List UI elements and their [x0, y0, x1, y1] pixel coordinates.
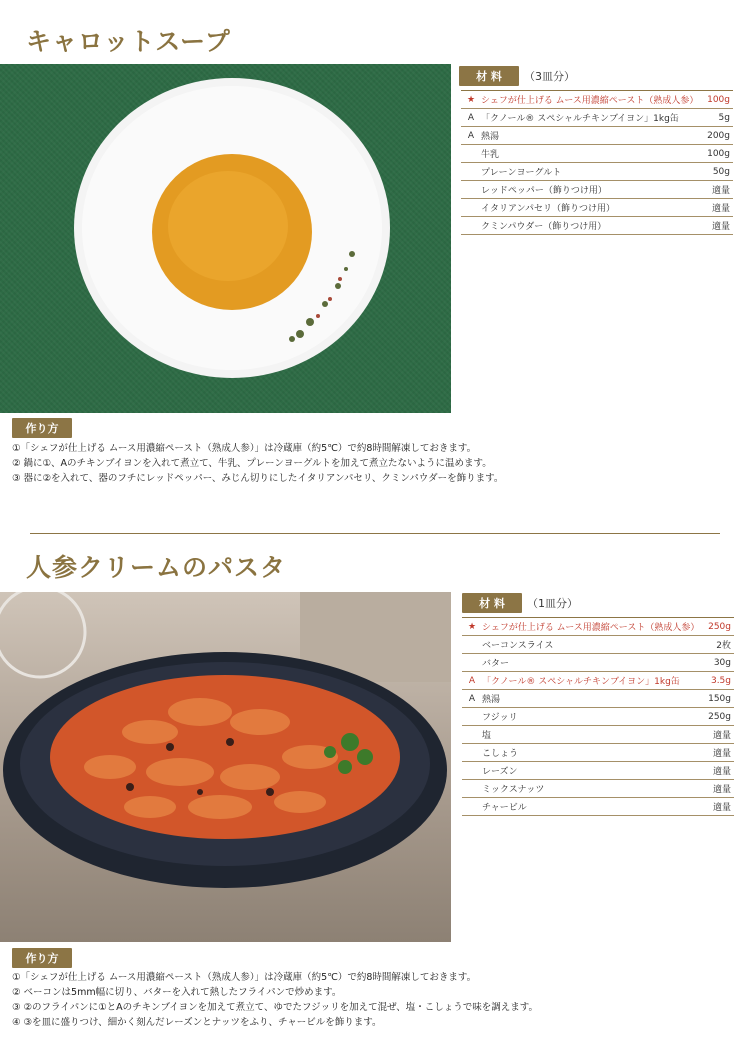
ingredient-amount: 150g: [708, 693, 731, 704]
ingredient-name: レッドペッパー（飾りつけ用）: [481, 186, 607, 196]
ingredient-amount: 100g: [707, 94, 730, 105]
ingredients-table: [461, 90, 733, 235]
method-step: ② ベーコンは5mm幅に切り、バターを入れて熱したフライパンで炒めます。: [12, 987, 342, 998]
ingredient-row: [461, 91, 733, 109]
section-divider: [30, 533, 720, 534]
ingredient-row: [462, 744, 734, 762]
ingredient-mark: A: [467, 112, 475, 123]
ingredient-row: [461, 145, 733, 163]
servings-text: （1皿分）: [527, 597, 578, 610]
ingredient-name: ベーコンスライス: [482, 641, 554, 651]
ingredient-mark: ★: [466, 94, 476, 105]
ingredient-amount: 適量: [711, 222, 730, 232]
method-step: ② 鍋に①、Aのチキンブイヨンを入れて煮立て、牛乳、プレーンヨーグルトを加えて煮立たないように温めます。: [12, 458, 492, 469]
ingredient-amount: 2枚: [716, 641, 731, 651]
ingredient-row: [461, 127, 733, 145]
ingredients-label: 材 料: [459, 66, 519, 86]
ingredient-name: 熱湯: [481, 132, 500, 142]
ingredient-amount: 適量: [711, 186, 730, 196]
ingredient-row: [462, 654, 734, 672]
method-step: ④ ③を皿に盛りつけ、細かく刻んだレーズンとナッツをふり、チャービルを飾ります。: [12, 1017, 382, 1028]
pasta-plate-illustration: [0, 592, 451, 942]
ingredient-amount: 200g: [707, 130, 730, 141]
ingredient-row: [462, 726, 734, 744]
method-step: ①「シェフが仕上げる ムース用濃縮ペースト（熟成人参）」は冷蔵庫（約5℃）で約8時間解凍しておきます。: [12, 443, 477, 454]
ingredient-amount: 250g: [708, 621, 731, 632]
method-step: ③ ②のフライパンに①とAのチキンブイヨンを加えて煮立て、ゆでたフジッリを加えて混ぜ、塩・こしょうで味を調えます。: [12, 1002, 539, 1013]
ingredient-amount: 100g: [707, 148, 730, 159]
method-steps: [12, 441, 503, 486]
ingredient-row: [461, 163, 733, 181]
ingredient-name: プレーンヨーグルト: [481, 168, 562, 178]
ingredient-amount: 250g: [708, 711, 731, 722]
ingredient-name: シェフが仕上げる ムース用濃縮ペースト（熟成人参）: [482, 623, 700, 633]
ingredient-amount: 適量: [712, 803, 731, 813]
ingredient-row: [461, 109, 733, 127]
ingredient-mark: ★: [467, 621, 477, 632]
ingredient-name: バター: [482, 659, 510, 669]
recipe-title: キャロットスープ: [26, 27, 231, 56]
ingredients-table: [462, 617, 734, 816]
method-label: 作り方: [12, 948, 72, 968]
ingredient-row: [462, 636, 734, 654]
carrot-soup-photo: [0, 64, 451, 413]
ingredient-row: [462, 798, 734, 816]
ingredient-row: [462, 762, 734, 780]
ingredient-name: 「クノール® スペシャルチキンブイヨン」1kg缶: [482, 677, 680, 687]
ingredients-label: 材 料: [462, 593, 522, 613]
ingredient-mark: A: [468, 675, 476, 686]
ingredient-amount: 50g: [712, 166, 730, 177]
method-step: ③ 器に②を入れて、器のフチにレッドペッパー、みじん切りにしたイタリアンパセリ、クミンパウダーを飾ります。: [12, 473, 504, 484]
ingredient-name: 塩: [482, 731, 492, 741]
carrot-pasta-photo: [0, 592, 451, 942]
ingredient-name: ミックスナッツ: [482, 785, 545, 795]
servings-text: （3皿分）: [524, 70, 575, 83]
method-step: ①「シェフが仕上げる ムース用濃縮ペースト（熟成人参）」は冷蔵庫（約5℃）で約8時間解凍しておきます。: [12, 972, 477, 983]
ingredient-name: フジッリ: [482, 713, 518, 723]
ingredient-name: クミンパウダー（飾りつけ用）: [481, 222, 607, 232]
method-label: 作り方: [12, 418, 72, 438]
recipe-title: 人参クリームのパスタ: [26, 553, 287, 582]
ingredient-amount: 5g: [718, 112, 730, 123]
ingredient-amount: 適量: [712, 749, 731, 759]
ingredient-name: こしょう: [482, 749, 519, 759]
ingredient-amount: 適量: [712, 767, 731, 777]
ingredient-amount: 適量: [712, 785, 731, 795]
method-steps: [12, 970, 538, 1030]
ingredient-mark: A: [467, 130, 475, 141]
ingredient-row: [462, 618, 734, 636]
ingredient-row: [462, 672, 734, 690]
soup-bowl-illustration: [0, 64, 451, 413]
ingredient-row: [462, 708, 734, 726]
ingredient-row: [461, 199, 733, 217]
ingredient-amount: 30g: [713, 657, 731, 668]
ingredient-amount: 3.5g: [710, 675, 731, 686]
ingredient-name: チャービル: [482, 803, 527, 813]
ingredient-name: 熱湯: [482, 695, 501, 705]
ingredient-amount: 適量: [711, 204, 730, 214]
ingredient-row: [461, 217, 733, 235]
ingredient-name: 牛乳: [481, 150, 500, 160]
ingredient-name: 「クノール® スペシャルチキンブイヨン」1kg缶: [481, 114, 679, 124]
ingredient-row: [462, 690, 734, 708]
ingredient-row: [461, 181, 733, 199]
ingredient-amount: 適量: [712, 731, 731, 741]
ingredient-name: シェフが仕上げる ムース用濃縮ペースト（熟成人参）: [481, 96, 699, 106]
ingredient-name: レーズン: [482, 767, 518, 777]
ingredient-mark: A: [468, 693, 476, 704]
ingredient-name: イタリアンパセリ（飾りつけ用）: [481, 204, 616, 214]
ingredient-row: [462, 780, 734, 798]
